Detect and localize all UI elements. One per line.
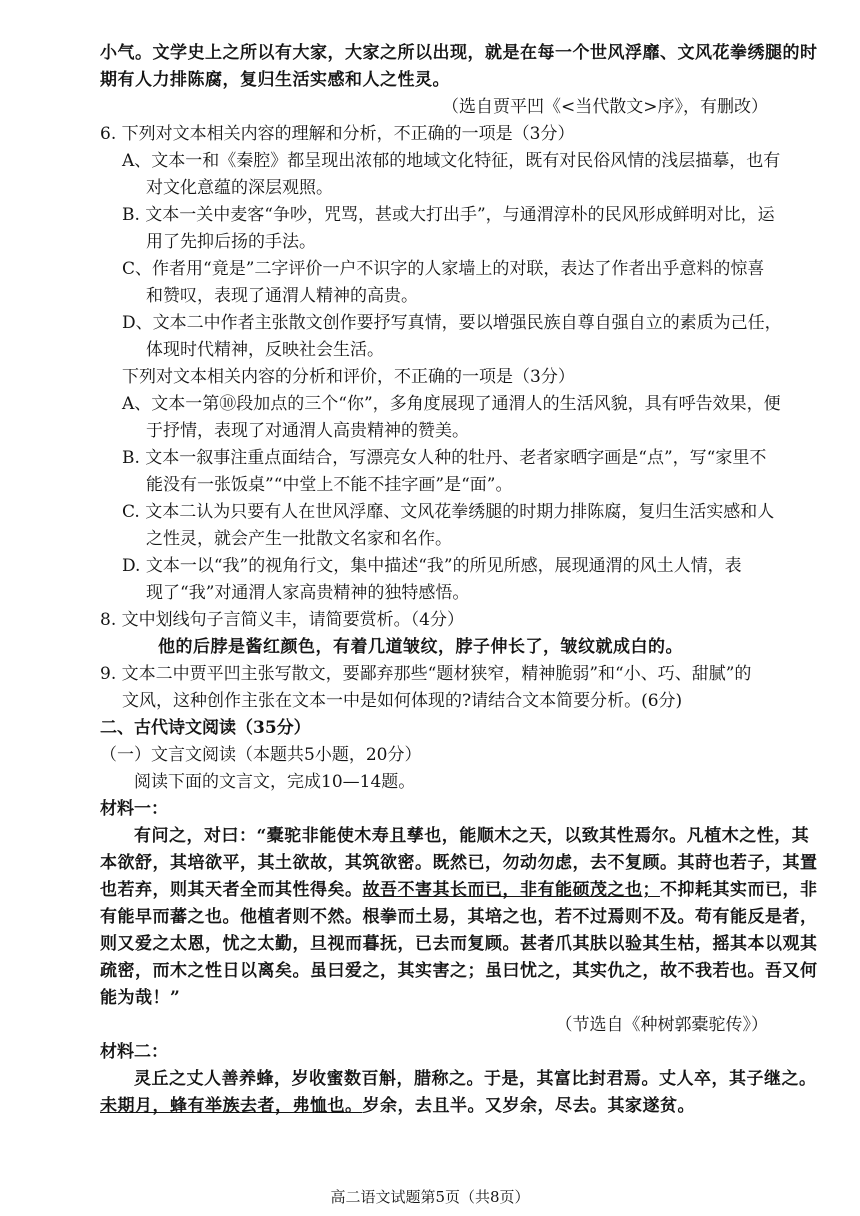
page-footer: 高二语文试题第5页（共8页） bbox=[330, 1188, 530, 1206]
material-2-underlined-sentence: 未期月，蜂有举族去者，弗恤也。 bbox=[100, 1096, 363, 1116]
q6-option-d-2: 体现时代精神，反映社会生活。 bbox=[146, 340, 384, 360]
q8-quote: 他的后脖是酱红颜色，有着几道皱纹，脖子伸长了，皱纹就成白的。 bbox=[158, 637, 683, 657]
q7-option-d-1: D. 文本一以“我”的视角行文，集中描述“我”的所见所感，展现通渭的风土人情，表 bbox=[122, 556, 742, 576]
q7-option-b-1: B. 文本一叙事注重点面结合，写漂亮女人种的牡丹、老者家晒字画是“点”，写“家里不 bbox=[122, 448, 767, 468]
material-1-line-7: 能为哉！” bbox=[100, 988, 181, 1008]
q7-option-c-2: 之性灵，就会产生一批散文名家和名作。 bbox=[146, 529, 452, 549]
material-1-label: 材料一： bbox=[100, 799, 168, 819]
q6-option-c-2: 和赞叹，表现了通渭人精神的高贵。 bbox=[146, 286, 418, 306]
q9-line-2: 文风，这种创作主张在文本一中是如何体现的?请结合文本简要分析。(6分) bbox=[122, 691, 683, 711]
material-1-line-3 bbox=[100, 877, 818, 904]
q8-stem: 8. 文中划线句子言简义丰，请简要赏析。（4分） bbox=[100, 610, 464, 630]
material-1-line-5: 则又爱之太恩，忧之太勤，旦视而暮抚，已去而复顾。甚者爪其肤以验其生枯，摇其本以观其 bbox=[100, 934, 818, 954]
section-2-instruction: 阅读下面的文言文，完成10—14题。 bbox=[134, 772, 416, 792]
q7-option-d-2: 现了“我”对通渭人家高贵精神的独特感悟。 bbox=[146, 583, 470, 603]
material-2-line-1: 灵丘之丈人善养蜂，岁收蜜数百斛，腊称之。于是，其富比封君焉。丈人卒，其子继之。 bbox=[134, 1069, 817, 1089]
q6-option-a-2: 对文化意蕴的深层观照。 bbox=[146, 178, 333, 198]
material-2-line-2-rest: 岁余，去且半。又岁余，尽去。其家遂贫。 bbox=[362, 1096, 695, 1116]
material-2-line-2 bbox=[100, 1093, 768, 1120]
q6-option-b-2: 用了先抑后扬的手法。 bbox=[146, 232, 316, 252]
material-1-underlined-sentence: 故吾不害其长而已，非有能硕茂之也； bbox=[362, 880, 660, 900]
material-1-line-3-a: 也若弃，则其天者全而其性得矣。 bbox=[100, 880, 363, 900]
q6-stem: 6. 下列对文本相关内容的理解和分析，不正确的一项是（3分） bbox=[100, 124, 575, 144]
intro-source: （选自贾平凹《<当代散文>序》，有删改） bbox=[442, 97, 768, 117]
q6-option-c-1: C、作者用“竟是”二字评价一户不识字的人家墙上的对联，表达了作者出乎意料的惊喜 bbox=[122, 259, 765, 279]
q7-option-a-2: 于抒情，表现了对通渭人高贵精神的赞美。 bbox=[146, 421, 469, 441]
material-1-line-3-b: 不抑耗其实而已，非 bbox=[660, 880, 818, 900]
q9-line-1: 9. 文本二中贾平凹主张写散文，要鄙弃那些“题材狭窄，精神脆弱”和“小、巧、甜腻”的 bbox=[100, 664, 752, 684]
material-2-label: 材料二： bbox=[100, 1042, 168, 1062]
material-1-source: （节选自《种树郭橐驼传》） bbox=[555, 1015, 768, 1035]
intro-line-1: 小气。文学史上之所以有大家，大家之所以出现，就是在每一个世风浮靡、文风花拳绣腿的时 bbox=[100, 43, 818, 63]
q7-stem: 下列对文本相关内容的分析和评价，不正确的一项是（3分） bbox=[122, 367, 575, 387]
section-2-title: 二、古代诗文阅读（35分） bbox=[100, 718, 311, 738]
material-1-line-1: 有问之，对曰：“橐驼非能使木寿且孳也，能顺木之天，以致其性焉尔。凡植木之性，其 bbox=[134, 826, 810, 846]
q6-option-b-1: B. 文本一关中麦客“争吵，咒骂，甚或大打出手”，与通渭淳朴的民风形成鲜明对比，运 bbox=[122, 205, 775, 225]
material-1-line-4: 有能早而蕃之也。他植者则不然。根拳而土易，其培之也，若不过焉则不及。苟有能反是者， bbox=[100, 907, 818, 927]
material-1-line-6: 疏密，而木之性日以离矣。虽曰爱之，其实害之；虽曰忧之，其实仇之，故不我若也。吾又何 bbox=[100, 961, 818, 981]
q7-option-b-2: 能没有一张饭桌”“中堂上不能不挂字画”是“面”。 bbox=[146, 475, 513, 495]
section-2-subtitle: （一）文言文阅读（本题共5小题，20分） bbox=[100, 745, 422, 765]
material-1-line-2: 本欲舒，其培欲平，其土欲故，其筑欲密。既然已，勿动勿虑，去不复顾。其莳也若子，其置 bbox=[100, 853, 818, 873]
q7-option-c-1: C. 文本二认为只要有人在世风浮靡、文风花拳绣腿的时期力排陈腐，复归生活实感和人 bbox=[122, 502, 775, 522]
q6-option-d-1: D、文本二中作者主张散文创作要抒写真情，要以增强民族自尊自强自立的素质为己任， bbox=[122, 313, 782, 333]
intro-line-2: 期有人力排陈腐，复归生活实感和人之性灵。 bbox=[100, 70, 450, 90]
q7-option-a-1: A、文本一第⑩段加点的三个“你”，多角度展现了通渭人的生活风貌，具有呼告效果，便 bbox=[122, 394, 781, 414]
q6-option-a-1: A、文本一和《秦腔》都呈现出浓郁的地域文化特征，既有对民俗风情的浅层描摹，也有 bbox=[122, 151, 781, 171]
